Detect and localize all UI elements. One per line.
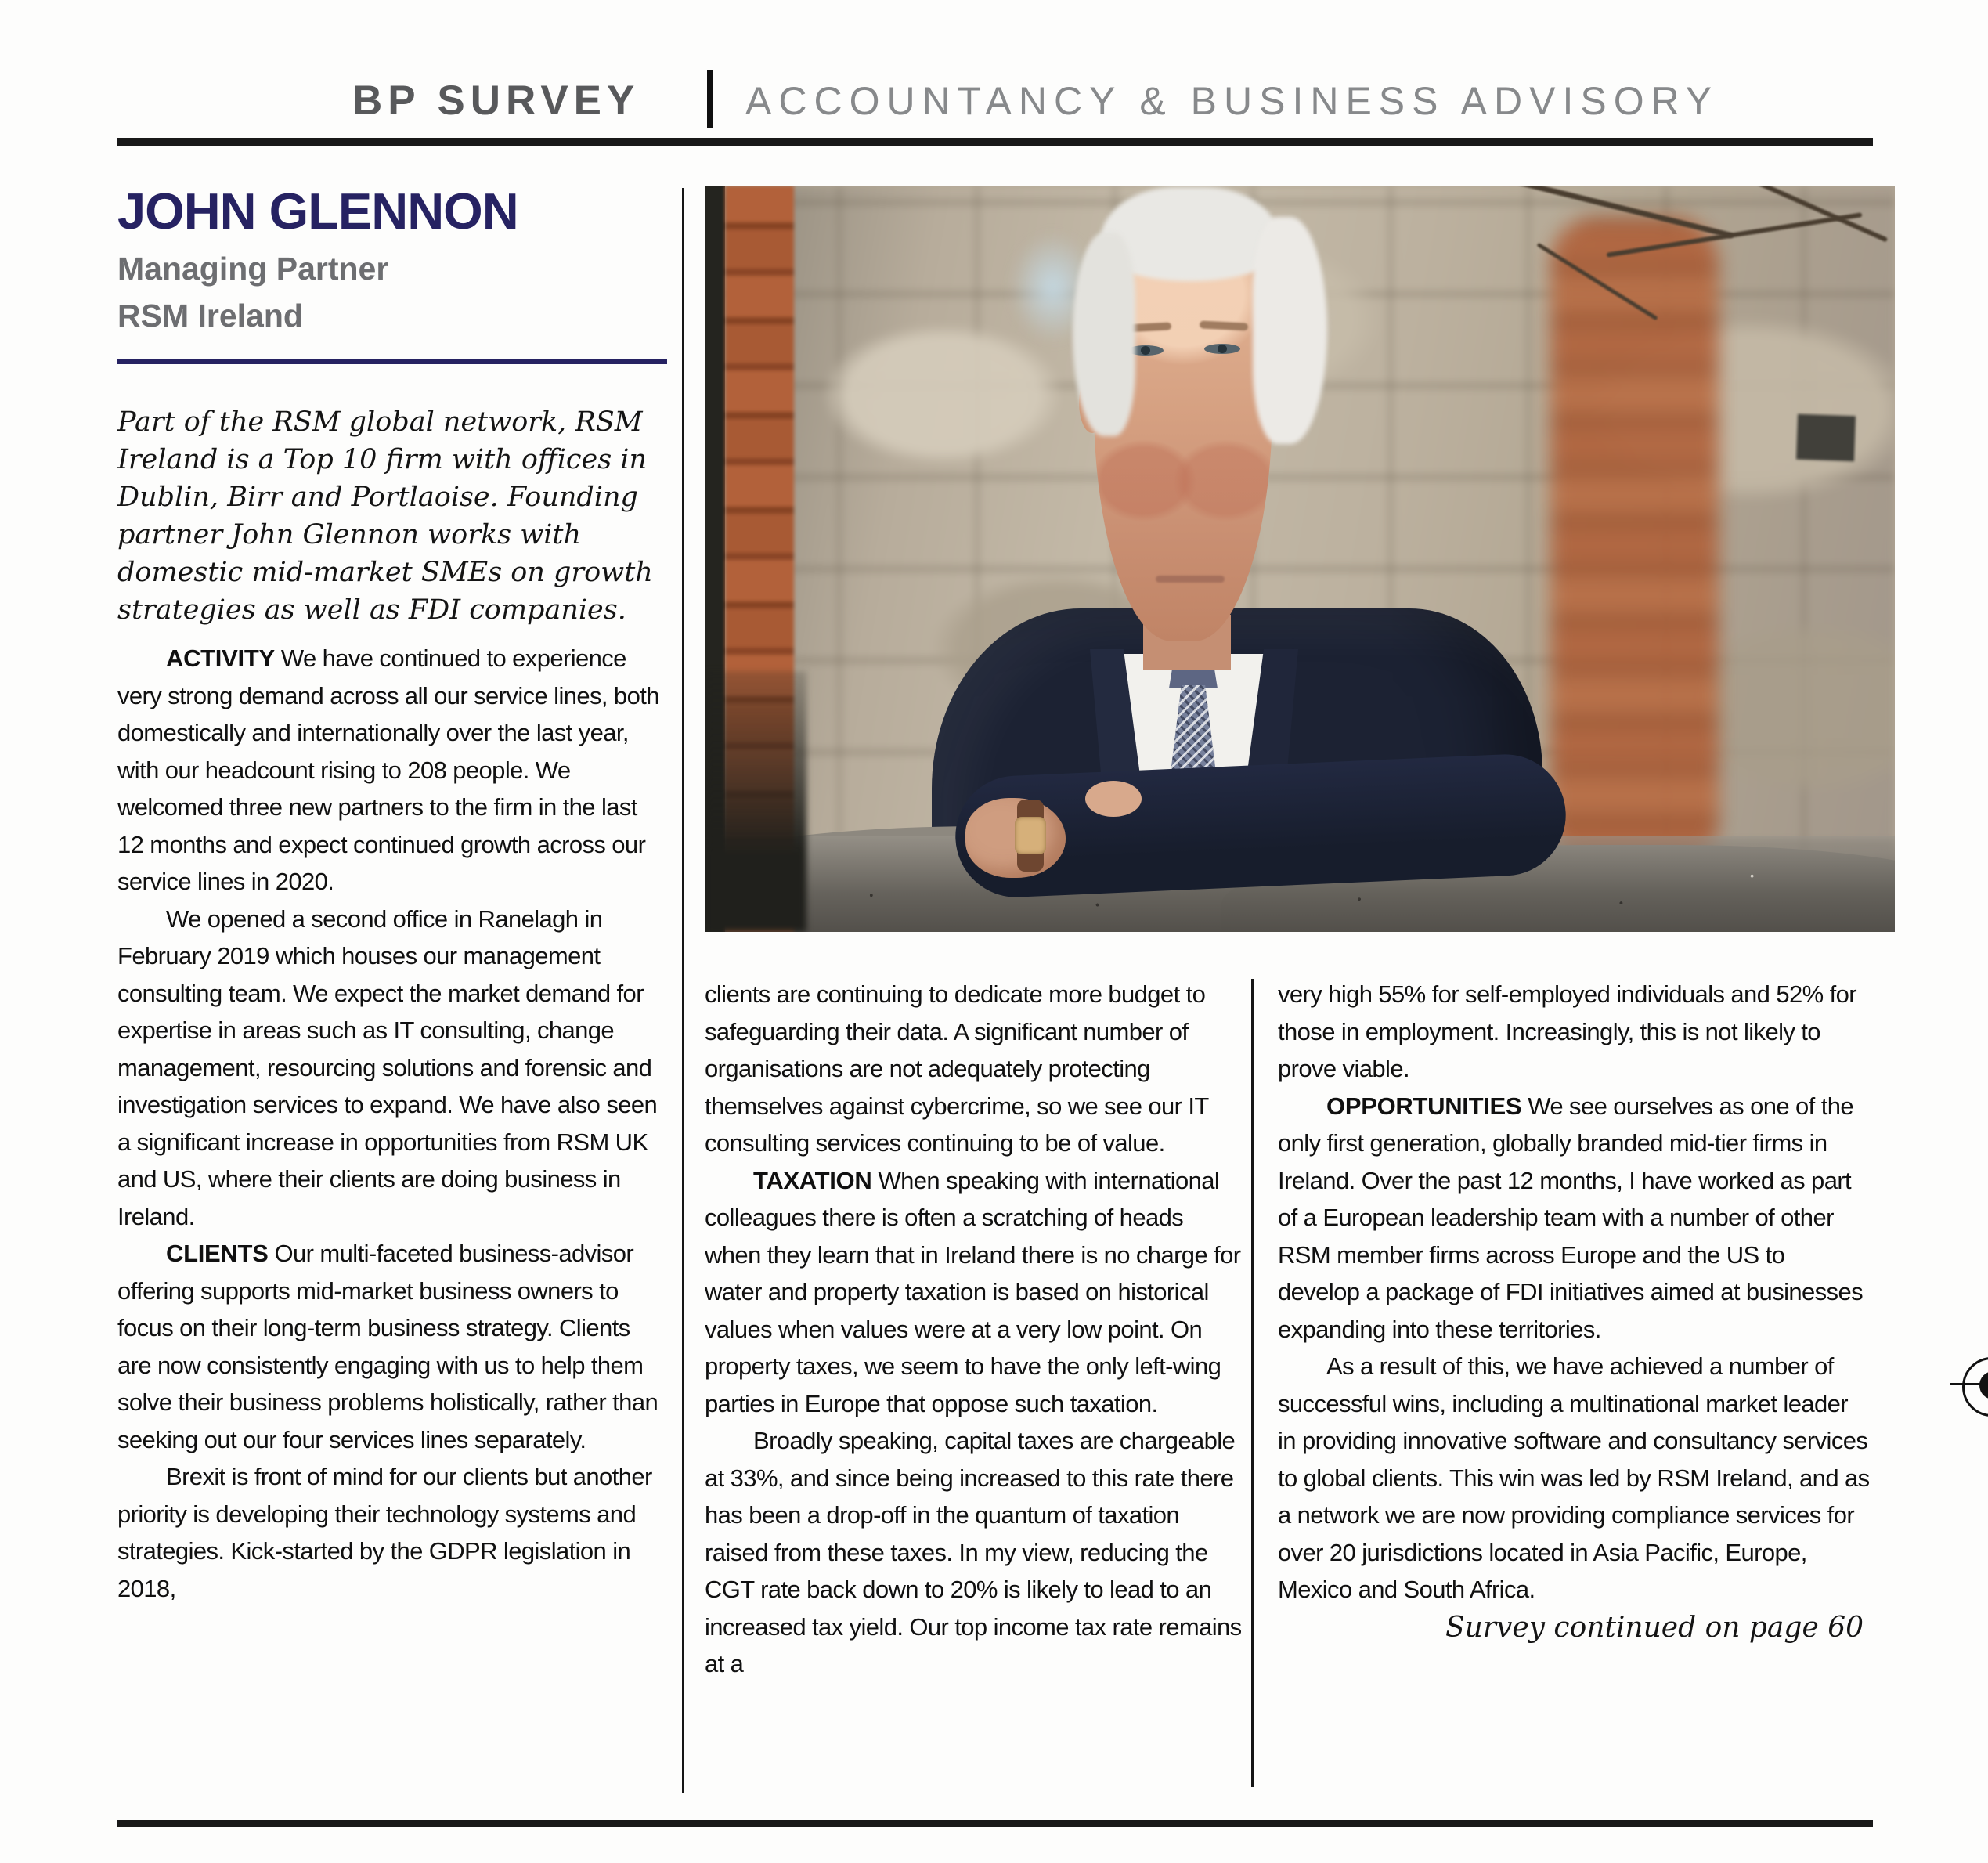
paragraph-text: We see ourselves as one of the only first generation, globally branded mid-tier firms in Ireland. Over the past 12 months, I have worked as part of a European leadership team with a number of other RSM member firms across Europe and the US to develop a package of FDI initiatives aimed at businesses expanding into these territories. [1278, 1092, 1864, 1343]
wristwatch [1015, 817, 1046, 854]
paragraph-text: clients are continuing to dedicate more budget to safeguarding their data. A significant number of organisations are not adequately protecting themselves against cybercrime, so we see our IT consulting services continuing to be of value. [705, 980, 1209, 1157]
paragraph-text: We have continued to experience very strong demand across all our service lines, both domestically and internationally over the last year, with our headcount rising to 208 people. We welcomed three new partners to the firm in the last 12 months and expect continued growth across our service lines in 2020. [117, 644, 659, 895]
survey-label: BP SURVEY [352, 78, 640, 124]
hair [1253, 217, 1327, 444]
continuation-note: Survey continued on page 60 [1445, 1611, 1864, 1644]
paragraph-text: Our multi-faceted business-advisor offering supports mid-market business owners to focus on their long-term business strategy. Clients are now consistently engaging with us to help them solve their business problems holistically, rather than seeking out our four services lines separately. [117, 1240, 658, 1453]
section-label-opportunities: OPPORTUNITIES [1326, 1092, 1522, 1120]
portrait-photo [705, 186, 1895, 932]
paragraph [117, 901, 667, 1236]
brick-column [1550, 217, 1719, 867]
person-job-title: Managing Partner [117, 251, 389, 287]
section-label-taxation: TAXATION [753, 1166, 872, 1194]
paragraph [117, 1458, 667, 1607]
paragraph-text: We opened a second office in Ranelagh in February 2019 which houses our management consulting team. We expect the market demand for expertise in areas such as IT consulting, change management, resourcing solutions and forensic and investigation services to expand. We have also seen a significant increase in opportunities from RSM UK and US, where their clients are doing business in Ireland. [117, 904, 658, 1230]
paragraph [705, 976, 1245, 1162]
paragraph-text: When speaking with international colleagues there is often a scratching of heads when they learn that in Ireland there is no charge for water and property taxation is based on historical values when values were at a very low point. On property taxes, we seem to have the only left-wing parties in Europe that oppose such taxation. [705, 1166, 1241, 1417]
intro-paragraph: Part of the RSM global network, RSM Ireland is a Top 10 firm with offices in Dublin, Birr and Portlaoise. Founding partner John Glennon works with domestic mid-market SMEs on growth strategies as well as FDI companies. [117, 406, 653, 626]
paragraph-opportunities [1278, 1088, 1871, 1349]
column-rule-right [1251, 979, 1254, 1787]
registration-mark-icon [1950, 1383, 1988, 1385]
left-column [117, 182, 667, 1607]
paragraph-text: very high 55% for self-employed individuals and 52% for those in employment. Increasingly, this is not likely to prove viable. [1278, 980, 1856, 1082]
hair [1073, 233, 1135, 436]
eye [1204, 344, 1240, 354]
person-name: JOHN GLENNON [117, 182, 518, 240]
paragraph-taxation [705, 1162, 1245, 1423]
paragraph-clients [117, 1235, 667, 1458]
paragraph [705, 1422, 1245, 1683]
corner-shadow [705, 671, 806, 932]
paragraph-text: As a result of this, we have achieved a number of successful wins, including a multinational market leader in providing innovative software and consultancy services to global clients. This win was led by RSM Ireland, and as a network we are now providing compliance services for over 20 jurisdictions located in Asia Pacific, Europe, Mexico and South Africa. [1278, 1352, 1870, 1603]
section-label-activity: ACTIVITY [166, 644, 275, 672]
paragraph [1278, 1348, 1871, 1608]
wall-plaque [1796, 414, 1856, 462]
person-company: RSM Ireland [117, 298, 303, 334]
top-rule [117, 138, 1873, 146]
navy-rule [117, 359, 667, 364]
column-rule-left [682, 188, 684, 1793]
hand [1085, 781, 1142, 817]
mouth [1156, 576, 1225, 583]
section-title: ACCOUNTANCY & BUSINESS ADVISORY [745, 79, 1719, 123]
paragraph-text: Brexit is front of mind for our clients but another priority is developing their technology systems and strategies. Kick-started by the GDPR legislation in 2018, [117, 1463, 652, 1602]
paragraph-text: Broadly speaking, capital taxes are chargeable at 33%, and since being increased to this rate there has been a drop-off in the quantum of taxation raised from these taxes. In my view, reducing the CGT rate back down to 20% is likely to lead to an increased tax yield. Our top income tax rate remains at a [705, 1427, 1242, 1677]
bottom-rule [117, 1820, 1873, 1827]
header-divider-bar [707, 70, 713, 128]
paragraph [1278, 976, 1871, 1088]
section-label-clients: CLIENTS [166, 1240, 269, 1267]
middle-column [705, 976, 1245, 1683]
paragraph-activity [117, 640, 667, 901]
right-column [1278, 976, 1871, 1644]
